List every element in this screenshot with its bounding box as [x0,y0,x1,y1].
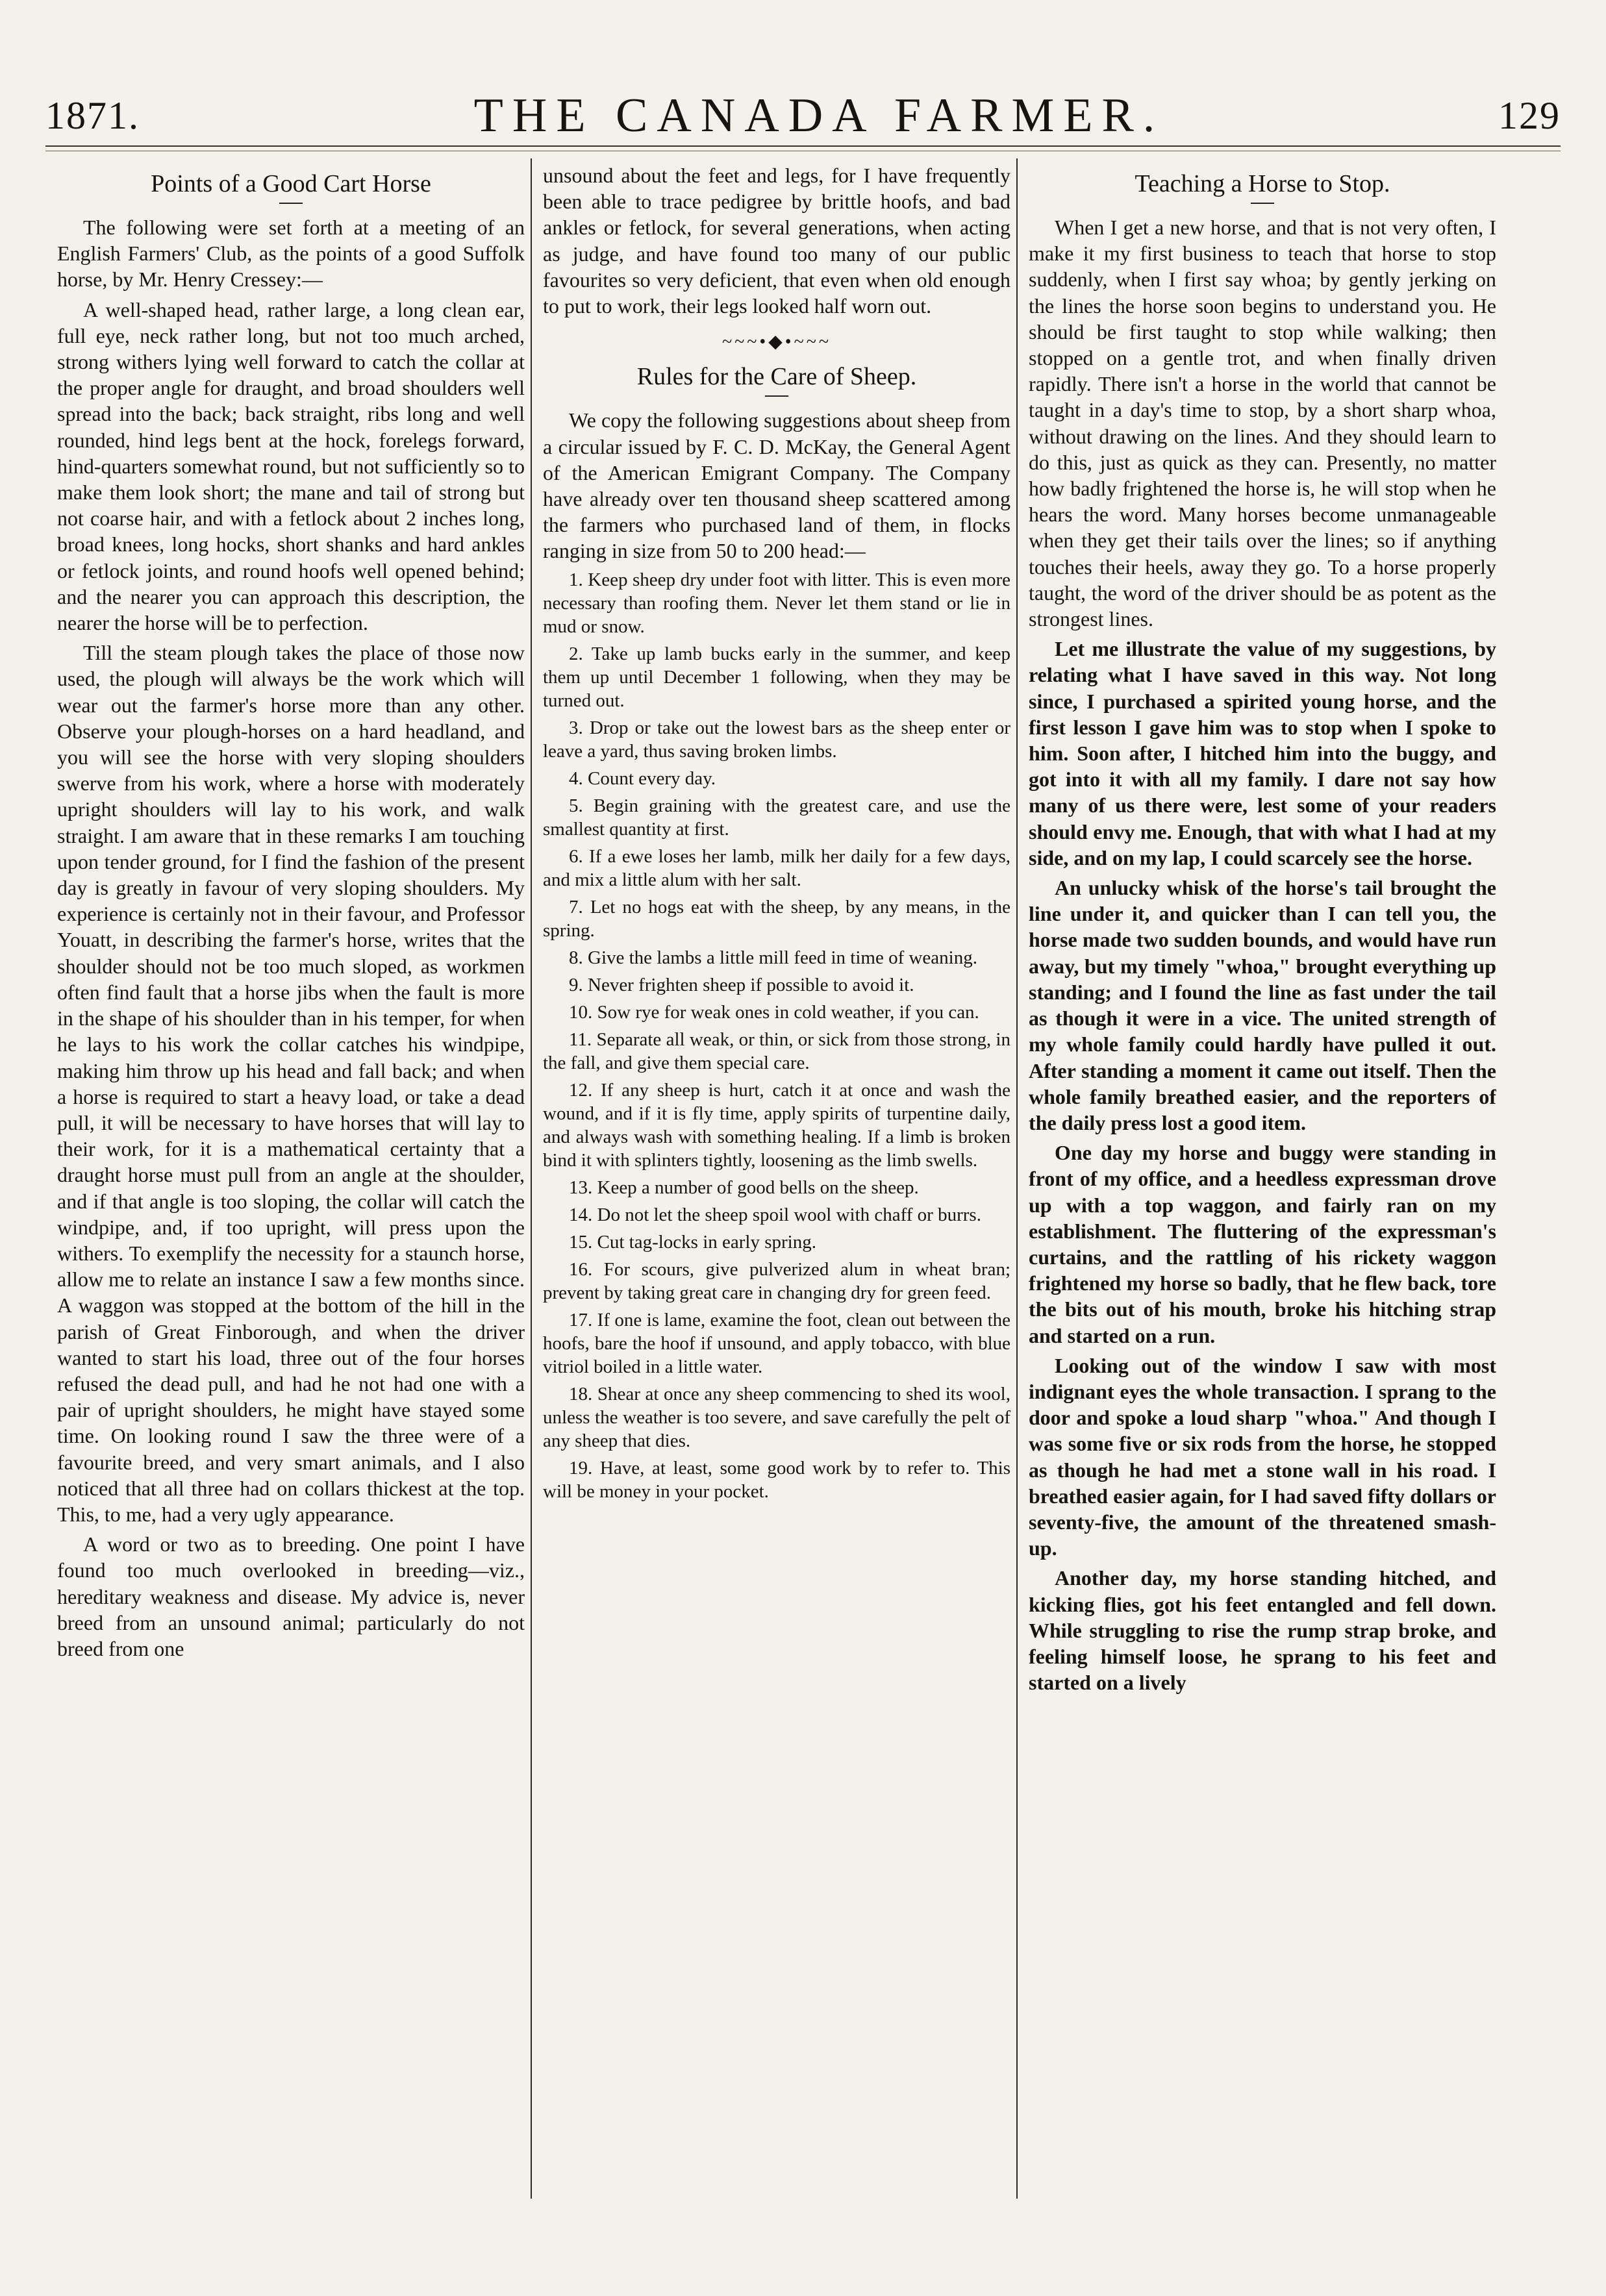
sheep-rule: 5. Begin graining with the greatest care, and use the smallest quantity at first. [543,795,1010,840]
column-divider [531,158,532,2199]
sheep-rule: 3. Drop or take out the lowest bars as the sheep enter or leave a yard, thus saving broken limbs. [543,717,1010,762]
sheep-rule: 18. Shear at once any sheep commencing to shed its wool, unless the weather is too severe, and save carefully the pelt of any sheep that dies. [543,1383,1010,1451]
article-continuation: unsound about the feet and legs, for I have frequently been able to trace pedigree by brittle hoofs, and bad ankles or fetlock, for several generations, when acting as judge, and have found too many of our public favourites so very deficient, that even when old enough to put to work, their legs looked half worn out. [543,164,1010,318]
article-paragraph: When I get a new horse, and that is not very often, I make it my first business to teach that horse to stop suddenly, when I first say whoa; by gently jerking on the lines the horse soon begins to understand you. He should be first taught to stop while walking; then stopped on a gentle trot, and when finally driven rapidly. There isn't a horse in the world that cannot be taught in a day's time to stop, by a short sharp whoa, without drawing on the lines. And they should learn to do this, just as quick as they can. Presently, no matter how badly frightened the horse is, he will stop when he hears the word. Many horses become unmanageable when they get their tails over the lines; so if anything touches their heels, away they go. To a horse properly taught, the word of the driver should be as potent as the strongest lines. [1029,216,1496,631]
section-ornament: ~~~•◆•~~~ [721,332,832,353]
heading-dash [1251,203,1274,204]
sheep-rule: 8. Give the lambs a little mill feed in time of weaning. [569,947,977,968]
sheep-rule: 15. Cut tag-locks in early spring. [569,1231,816,1253]
heading-dash [279,203,303,204]
article-paragraph: Looking out of the window I saw with most indignant eyes the whole transaction. I sprang to the door and spoke a loud sharp "whoa." And though I was some five or six rods from the horse, he stopped as though he had met a stone wall in his road. I breathed easier again, for I had saved fifty dollars or seventy-five, the amount of the threatened smash-up. [1029,1353,1496,1560]
sheep-rule: 13. Keep a number of good bells on the sheep. [569,1177,919,1198]
page-number: 129 [1498,94,1561,137]
column-left [57,162,525,2199]
sheep-rule: 14. Do not let the sheep spoil wool with chaff or burrs. [569,1204,981,1225]
article-paragraph: An unlucky whisk of the horse's tail brought the line under it, and quicker than I can tell you, the horse made two sudden bounds, and would have run away, but my timely "whoa," brought everything up standing; and I found the line as fast under the tail as though it were in a vice. The united strength of my whole family could hardly have pulled it out. After standing a moment it came out itself. Then the whole family breathed easier, and the reporters of the daily press lost a good item. [1029,876,1496,1134]
sheep-rule: 2. Take up lamb bucks early in the summer, and keep them up until December 1 following, when they may be turned out. [543,643,1010,711]
column-right [1029,162,1496,2199]
article-paragraph: The following were set forth at a meeting of an English Farmers' Club, as the points of a good Suffolk horse, by Mr. Henry Cressey:— [57,216,525,292]
sheep-rule: 10. Sow rye for weak ones in cold weather, if you can. [569,1001,979,1023]
heading-dash [765,395,788,397]
issue-year: 1871. [45,94,140,137]
article-paragraph: A well-shaped head, rather large, a long clean ear, full eye, neck rather long, but not too much arched, strong withers lying well forward to catch the collar at the proper angle for draught, and broad shoulders well spread into the back; back straight, ribs long and well rounded, hind legs bent at the hock, forelegs forward, hind-quarters somewhat round, but not sufficiently so to make them look short; the mane and tail of strong but not coarse hair, and with a fetlock about 2 inches long, broad knees, long hocks, short shanks and hard ankles or fetlock joints, and round hoofs well opened behind; and the nearer you can approach this description, the nearer the horse will be to perfection. [57,297,525,635]
article-intro: We copy the following suggestions about sheep from a circular issued by F. C. D. McKay, the General Agent of the American Emigrant Company. The Company have already over ten thousand sheep scattered among the farmers who purchased land of them, in flocks ranging in size from 50 to 200 head:— [543,408,1010,563]
sheep-rule: 9. Never frighten sheep if possible to avoid it. [569,974,914,995]
sheep-rule: 1. Keep sheep dry under foot with litter. This is even more necessary than roofing them. Never let them stand or lie in mud or snow. [543,569,1010,637]
article-paragraph: Another day, my horse standing hitched, and kicking flies, got his feet entangled and fell down. While struggling to rise the rump strap broke, and feeling himself loose, he sprang to his feet and started on a lively [1029,1566,1496,1695]
article-heading-horse-stop: Teaching a Horse to Stop. [1135,170,1390,197]
sheep-rule: 17. If one is lame, examine the foot, clean out between the hoofs, bare the hoof if unsound, and apply tobacco, with blue vitriol boiled in a little water. [543,1309,1010,1377]
sheep-rule: 12. If any sheep is hurt, catch it at once and wash the wound, and if it is fly time, apply spirits of turpentine daily, and always wash with something healing. If a limb is broken bind it with splinters tightly, loosening as the limb swells. [543,1079,1010,1171]
sheep-rule: 6. If a ewe loses her lamb, milk her daily for a few days, and mix a little alum with her salt. [543,845,1010,890]
sheep-rule: 19. Have, at least, some good work by to refer to. This will be money in your pocket. [543,1457,1010,1502]
newspaper-title: THE CANADA FARMER. [473,88,1164,142]
column-divider [1016,158,1018,2199]
article-paragraph: A word or two as to breeding. One point I have found too much overlooked in breeding—viz., hereditary weakness and disease. My advice is, never breed from an unsound animal; particularly do not breed from one [57,1532,525,1660]
sheep-rule: 16. For scours, give pulverized alum in wheat bran; prevent by taking great care in changing dry for green feed. [543,1258,1010,1303]
masthead [45,90,1561,142]
article-paragraph: Let me illustrate the value of my suggestions, by relating what I have saved in this way. Not long since, I purchased a spirited young horse, and the first lesson I gave him was to stop when I spoke to him. Soon after, I hitched him into the buggy, and got into it with all my family. I dare not say how many of us there were, lest some of your readers should envy me. Enough, that with what I had at my side, and on my lap, I could scarcely see the horse. [1029,637,1496,869]
article-heading-cart-horse: Points of a Good Cart Horse [151,170,431,197]
sheep-rule: 4. Count every day. [569,767,716,789]
article-paragraph: Till the steam plough takes the place of those now used, the plough will always be the work which will wear out the farmer's horse more than any other. Observe your plough-horses on a hard headland, and you will see the horse with very sloping shoulders swerve from his work, where a horse with moderately upright shoulders will lay to his work, and walk straight. I am aware that in these remarks I am touching upon tender ground, for I find the fashion of the present day is greatly in favour of very sloping shoulders. My experience is certainly not in their favour, and Professor Youatt, in describing the farmer's horse, writes that the shoulder should not be too much sloped, as workmen often find fault that a horse jibs when the fault is more in the shape of his shoulder than in his temper, for when he lays to his work the collar catches his windpipe, making him throw up his head and fall back; and when a horse is required to start a heavy load, or take a dead pull, it will be necessary to have horses that will lay to their work, for it is a mathematical certainty that a draught horse must pull from an angle at the shoulder, and if that angle is too sloping, the collar will catch the windpipe, and, if too upright, will press upon the withers. To exemplify the necessity for a staunch horse, allow me to relate an instance I saw a few months since. A waggon was stopped at the bottom of the hill in the parish of Great Finborough, and when the driver wanted to start his load, three out of the four horses refused the dead pull, and had he not had one with a pair of upright shoulders, he might have stayed some time. On looking round I saw the three were of a favourite breed, and very smart animals, and I also noticed that all three had on collars thickest at the top. This, to me, had a very ugly appearance. [57,641,525,1526]
masthead-rule [45,145,1561,147]
sheep-rule: 11. Separate all weak, or thin, or sick from those strong, in the fall, and give them special care. [543,1029,1010,1073]
article-paragraph: One day my horse and buggy were standing in front of my office, and a heedless expressman drove up with a top waggon, and fairly ran on my establishment. The fluttering of the expressman's curtains, and the rattling of his rickety waggon frightened my horse so badly, that he flew back, tore the bits out of his mouth, broke his hitching strap and started on a run. [1029,1141,1496,1347]
column-middle [543,162,1010,2199]
sheep-rule: 7. Let no hogs eat with the sheep, by any means, in the spring. [543,896,1010,941]
article-heading-sheep: Rules for the Care of Sheep. [636,363,917,391]
